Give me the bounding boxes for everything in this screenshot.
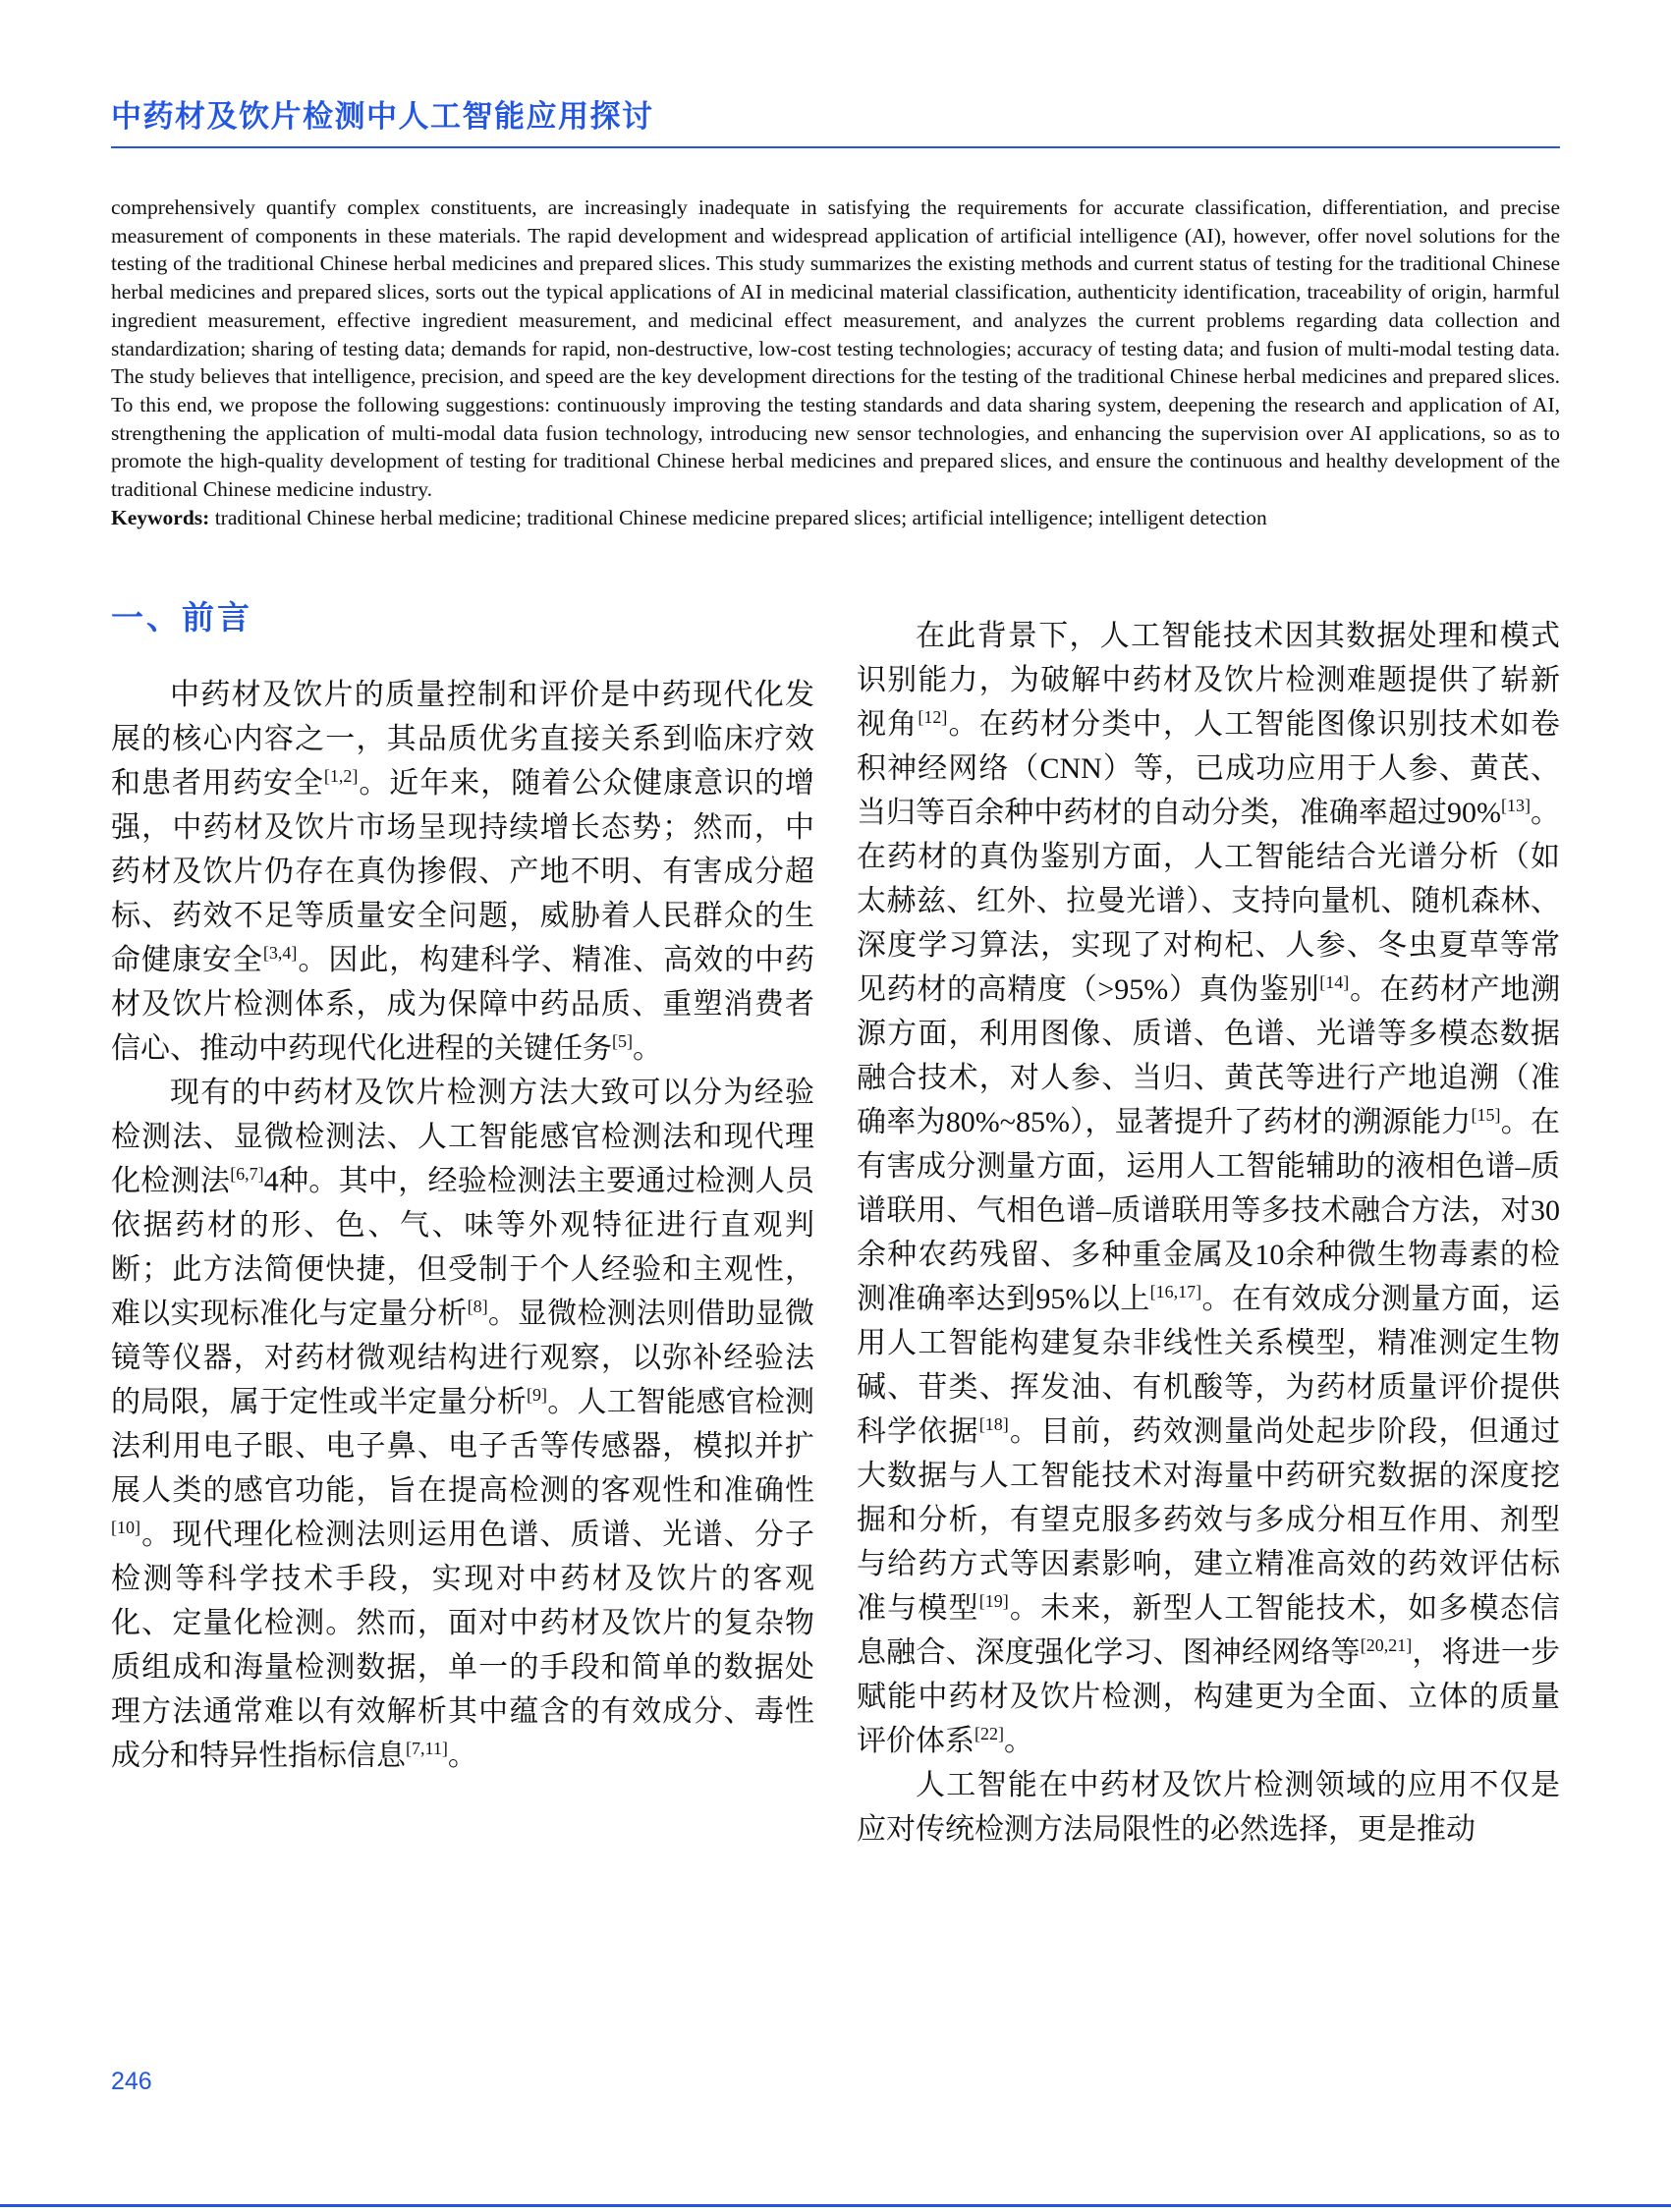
body-paragraph: 人工智能在中药材及饮片检测领域的应用不仅是应对传统检测方法局限性的必然选择，更是推动 xyxy=(857,1769,1560,1847)
abstract-section xyxy=(111,194,1560,531)
page-header xyxy=(111,0,1560,148)
keywords-line xyxy=(111,504,1560,532)
body-paragraph: 现有的中药材及饮片检测方法大致可以分为经验检测法、显微检测法、人工智能感官检测法和现代理化检测法[6,7]4种。其中，经验检测法主要通过检测人员依据药材的形、色、气、味等外观特征进行直观判断；此方法简便快捷，但受制于个人经验和主观性，难以实现标准化与定量分析[8]。显微检测法则借助显微镜等仪器，对药材微观结构进行观察，以弥补经验法的局限，属于定性或半定量分析[9]。人工智能感官检测法利用电子眼、电子鼻、电子舌等传感器，模拟并扩展人类的感官功能，旨在提高检测的客观性和准确性[10]。现代理化检测法则运用色谱、质谱、光谱、分子检测等科学技术手段，实现对中药材及饮片的客观化、定量化检测。然而，面对中药材及饮片的复杂物质组成和海量检测数据，单一的手段和简单的数据处理方法通常难以有效解析其中蕴含的有效成分、毒性成分和特异性指标信息[7,11]。 xyxy=(111,1077,815,1773)
right-column xyxy=(857,598,1560,1852)
page-number: 246 xyxy=(111,2068,152,2095)
header-rule xyxy=(111,146,1560,148)
running-title: 中药材及饮片检测中人工智能应用探讨 xyxy=(111,99,654,134)
body-paragraph: 在此背景下，人工智能技术因其数据处理和模式识别能力，为破解中药材及饮片检测难题提供了崭新视角[12]。在药材分类中，人工智能图像识别技术如卷积神经网络（CNN）等，已成功应用于人参、黄芪、当归等百余种中药材的自动分类，准确率超过90%[13]。在药材的真伪鉴别方面，人工智能结合光谱分析（如太赫兹、红外、拉曼光谱）、支持向量机、随机森林、深度学习算法，实现了对枸杞、人参、冬虫夏草等常见药材的高精度（>95%）真伪鉴别[14]。在药材产地溯源方面，利用图像、质谱、色谱、光谱等多模态数据融合技术，对人参、当归、黄芪等进行产地追溯（准确率为80%~85%），显著提升了药材的溯源能力[15]。在有害成分测量方面，运用人工智能辅助的液相色谱–质谱联用、气相色谱–质谱联用等多技术融合方法，对30余种农药残留、多种重金属及10余种微生物毒素的检测准确率达到95%以上[16,17]。在有效成分测量方面，运用人工智能构建复杂非线性关系模型，精准测定生物碱、苷类、挥发油、有机酸等，为药材质量评价提供科学依据[18]。目前，药效测量尚处起步阶段，但通过大数据与人工智能技术对海量中药研究数据的深度挖掘和分析，有望克服多药效与多成分相互作用、剂型与给药方式等因素影响，建立精准高效的药效评估标准与模型[19]。未来，新型人工智能技术，如多模态信息融合、深度强化学习、图神经网络等[20,21]，将进一步赋能中药材及饮片检测，构建更为全面、立体的质量评价体系[22]。 xyxy=(857,620,1561,1758)
keywords-label: Keywords: xyxy=(111,505,210,529)
section-heading: 一、前言 xyxy=(111,599,252,636)
keywords-text: traditional Chinese herbal medicine; traditional Chinese medicine prepared slices; artificial intelligence; intelligent detection xyxy=(209,505,1267,529)
page-content xyxy=(111,0,1560,1852)
abstract-text: comprehensively quantify complex constituents, are increasingly inadequate in satisfying the requirements for accurate classification, differentiation, and precise measurement of components in these materials. The rapid development and widespread application of artificial intelligence (AI), however, offer novel solutions for the testing of the traditional Chinese herbal medicines and prepared slices. This study summarizes the existing methods and current status of testing for the traditional Chinese herbal medicines and prepared slices, sorts out the typical applications of AI in medicinal material classification, authenticity identification, traceability of origin, harmful ingredient measurement, effective ingredient measurement, and medicinal effect measurement, and analyzes the current problems regarding data collection and standardization; sharing of testing data; demands for rapid, non-destructive, low-cost testing technologies; accuracy of testing data; and fusion of multi-modal testing data. The study believes that intelligence, precision, and speed are the key development directions for the testing of the traditional Chinese herbal medicines and prepared slices. To this end, we propose the following suggestions: continuously improving the testing standards and data sharing system, deepening the research and application of AI, strengthening the application of multi-modal data fusion technology, introducing new sensor technologies, and enhancing the supervision over AI applications, so as to promote the high-quality development of testing for traditional Chinese herbal medicines and prepared slices, and ensure the continuous and healthy development of the traditional Chinese medicine industry. xyxy=(111,195,1560,502)
left-column xyxy=(111,598,814,1852)
footer-rule xyxy=(0,2204,1671,2207)
two-column-body xyxy=(111,598,1560,1852)
body-paragraph: 中药材及饮片的质量控制和评价是中药现代化发展的核心内容之一，其品质优劣直接关系到临床疗效和患者用药安全[1,2]。近年来，随着公众健康意识的增强，中药材及饮片市场呈现持续增长态势；然而，中药材及饮片仍存在真伪掺假、产地不明、有害成分超标、药效不足等质量安全问题，威胁着人民群众的生命健康安全[3,4]。因此，构建科学、精准、高效的中药材及饮片检测体系，成为保障中药品质、重塑消费者信心、推动中药现代化进程的关键任务[5]。 xyxy=(111,679,815,1066)
